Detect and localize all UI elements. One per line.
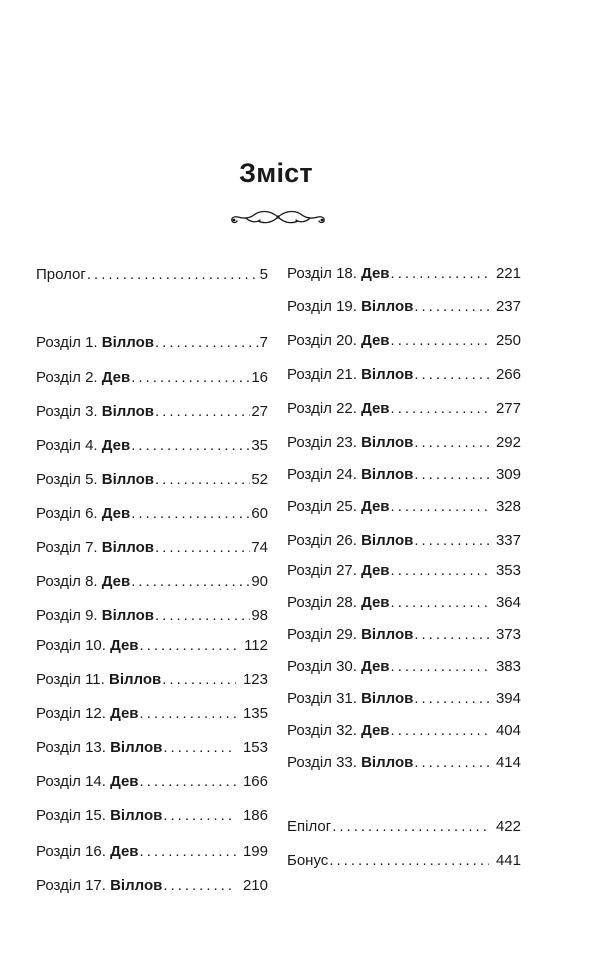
flourish-ornament-icon (226, 206, 330, 228)
toc-entry-prefix: Розділ 9. (36, 607, 102, 624)
toc-entry-narrator: Дев (101, 505, 131, 522)
toc-entry-narrator: Віллов (361, 626, 414, 643)
toc-entry-prefix: Розділ 12. (36, 705, 111, 722)
toc-entry-page-number: 199 (242, 843, 268, 860)
toc-entry-label (287, 330, 390, 352)
toc-entry-label (287, 496, 390, 518)
toc-entry-prefix: Розділ 11. (36, 671, 109, 688)
toc-entry-narrator: Дев (361, 498, 390, 515)
page-title: Зміст (239, 158, 313, 188)
toc-entry-narrator: Віллов (101, 334, 154, 351)
toc-entry-page-number: 27 (251, 403, 268, 420)
toc-entry (287, 432, 521, 454)
toc-entry-narrator: Віллов (361, 298, 414, 315)
toc-entry-narrator: Віллов (110, 739, 163, 756)
toc-entry-label (36, 401, 154, 423)
toc-entry-prefix: Епілог (287, 818, 332, 835)
toc-entry-page-number: 422 (495, 818, 521, 835)
toc-entry-label (287, 364, 413, 386)
toc-entry-label (287, 464, 413, 486)
toc-entry-label (287, 432, 413, 454)
toc-entry-prefix: Розділ 18. (287, 265, 362, 282)
toc-entry-label (287, 752, 413, 774)
toc-entry-prefix: Розділ 3. (36, 403, 102, 420)
toc-entry-label (287, 560, 390, 582)
toc-entry (36, 703, 268, 725)
toc-entry-prefix: Розділ 16. (36, 843, 111, 860)
dot-leader (329, 850, 489, 872)
toc-entry-page-number: 153 (242, 739, 268, 756)
toc-entry-prefix: Розділ 28. (287, 594, 362, 611)
toc-entry-label (36, 605, 154, 627)
toc-entry-prefix: Розділ 33. (287, 754, 362, 771)
toc-entry-narrator: Віллов (361, 690, 414, 707)
dot-leader (414, 364, 489, 386)
toc-entry-prefix: Розділ 14. (36, 773, 111, 790)
toc-entry-page-number: 60 (251, 505, 268, 522)
toc-entry-prefix: Розділ 32. (287, 722, 362, 739)
toc-entry-page-number: 277 (495, 400, 521, 417)
toc-entry (287, 296, 521, 318)
dot-leader (163, 875, 236, 897)
toc-entry (287, 816, 521, 838)
toc-entry-page-number: 52 (251, 471, 268, 488)
dot-leader (414, 530, 489, 552)
toc-entry-label (287, 656, 390, 678)
toc-entry (287, 624, 521, 646)
dot-leader (140, 703, 236, 725)
toc-entry-narrator: Дев (361, 594, 390, 611)
dot-leader (155, 605, 250, 627)
toc-entry-prefix: Розділ 10. (36, 637, 111, 654)
toc-entry-label (287, 530, 413, 552)
dot-leader (391, 263, 489, 285)
toc-entry-narrator: Віллов (101, 607, 154, 624)
toc-entry-page-number: 123 (242, 671, 268, 688)
toc-entry-prefix: Розділ 1. (36, 334, 102, 351)
toc-entry-narrator: Віллов (361, 754, 414, 771)
toc-entry-label (36, 537, 154, 559)
toc-entry-narrator: Дев (101, 573, 131, 590)
toc-entry (36, 537, 268, 559)
toc-entry-narrator: Віллов (361, 532, 414, 549)
toc-entry-label (287, 296, 413, 318)
dot-leader (87, 264, 259, 286)
toc-entry (287, 263, 521, 285)
toc-entry-page-number: 237 (495, 298, 521, 315)
dot-leader (140, 635, 238, 657)
toc-entry-prefix: Розділ 13. (36, 739, 111, 756)
toc-entry-prefix: Розділ 22. (287, 400, 362, 417)
toc-entry-label (287, 624, 413, 646)
toc-entry-label (36, 367, 130, 389)
toc-entry-page-number: 328 (495, 498, 521, 515)
dot-leader (163, 737, 236, 759)
toc-entry-label (36, 435, 130, 457)
toc-entry (287, 330, 521, 352)
toc-entry-narrator: Дев (110, 637, 139, 654)
dot-leader (332, 816, 489, 838)
toc-entry-page-number: 5 (259, 266, 268, 283)
toc-entry (36, 771, 268, 793)
toc-entry-page-number: 16 (251, 369, 268, 386)
toc-entry-narrator: Віллов (101, 471, 154, 488)
dot-leader (155, 537, 250, 559)
toc-entry-prefix: Розділ 20. (287, 332, 362, 349)
toc-entry (36, 875, 268, 897)
toc-entry-label (287, 850, 328, 872)
toc-entry (36, 503, 268, 525)
toc-entry-label (287, 688, 413, 710)
toc-entry-prefix: Розділ 2. (36, 369, 102, 386)
toc-entry (36, 737, 268, 759)
toc-entry-label (36, 469, 154, 491)
dot-leader (155, 469, 250, 491)
toc-entry-label (36, 841, 139, 863)
dot-leader (155, 401, 250, 423)
toc-entry-label (36, 669, 161, 691)
dot-leader (391, 398, 489, 420)
toc-entry-page-number: 7 (259, 334, 268, 351)
toc-entry-narrator: Дев (110, 773, 139, 790)
toc-entry-page-number: 309 (495, 466, 521, 483)
dot-leader (163, 805, 236, 827)
toc-entry-label (36, 805, 162, 827)
dot-leader (140, 771, 236, 793)
toc-entry (287, 592, 521, 614)
dot-leader (391, 592, 489, 614)
toc-entry-prefix: Розділ 19. (287, 298, 362, 315)
dot-leader (391, 656, 489, 678)
toc-entry (36, 264, 268, 286)
toc-entry-narrator: Дев (361, 400, 390, 417)
toc-entry-narrator: Віллов (101, 539, 154, 556)
toc-entry (287, 464, 521, 486)
toc-entry-prefix: Розділ 25. (287, 498, 362, 515)
toc-entry-label (36, 703, 139, 725)
dot-leader (140, 841, 236, 863)
toc-entry-page-number: 135 (242, 705, 268, 722)
toc-entry-page-number: 353 (495, 562, 521, 579)
toc-entry-narrator: Віллов (110, 807, 163, 824)
toc-entry-prefix: Розділ 5. (36, 471, 102, 488)
dot-leader (391, 560, 489, 582)
toc-entry (287, 720, 521, 742)
toc-entry-label (36, 571, 130, 593)
toc-entry-label (36, 264, 86, 286)
toc-entry-label (36, 503, 130, 525)
toc-entry (36, 669, 268, 691)
toc-entry (36, 469, 268, 491)
toc-entry-prefix: Розділ 21. (287, 366, 362, 383)
toc-entry-page-number: 210 (242, 877, 268, 894)
toc-entry-label (36, 332, 154, 354)
toc-entry-prefix: Розділ 29. (287, 626, 362, 643)
dot-leader (414, 464, 489, 486)
toc-entry-prefix: Розділ 24. (287, 466, 362, 483)
toc-entry-page-number: 90 (251, 573, 268, 590)
toc-entry-narrator: Дев (361, 722, 390, 739)
toc-entry-narrator: Віллов (361, 366, 414, 383)
toc-entry-prefix: Розділ 27. (287, 562, 362, 579)
toc-entry-label (287, 263, 390, 285)
toc-entry (287, 530, 521, 552)
dot-leader (414, 296, 489, 318)
toc-entry (36, 605, 268, 627)
toc-entry-narrator: Віллов (101, 403, 154, 420)
toc-entry-narrator: Віллов (361, 434, 414, 451)
dot-leader (391, 330, 489, 352)
toc-entry-prefix: Розділ 6. (36, 505, 102, 522)
toc-entry-page-number: 250 (495, 332, 521, 349)
toc-entry-narrator: Віллов (361, 466, 414, 483)
toc-entry-prefix: Пролог (36, 266, 86, 283)
toc-entry-prefix: Розділ 17. (36, 877, 111, 894)
toc-entry-narrator: Дев (361, 658, 390, 675)
toc-entry-prefix: Розділ 8. (36, 573, 102, 590)
toc-entry (36, 332, 268, 354)
toc-entry (36, 805, 268, 827)
toc-entry-label (36, 875, 162, 897)
dot-leader (414, 624, 489, 646)
toc-entry (36, 367, 268, 389)
toc-entry-page-number: 221 (495, 265, 521, 282)
toc-entry-label (287, 720, 390, 742)
toc-entry-prefix: Розділ 30. (287, 658, 362, 675)
toc-entry-page-number: 404 (495, 722, 521, 739)
toc-entry-prefix: Розділ 31. (287, 690, 362, 707)
toc-entry (36, 401, 268, 423)
toc-entry (287, 398, 521, 420)
toc-entry-prefix: Розділ 4. (36, 437, 102, 454)
toc-entry-label (36, 737, 162, 759)
toc-entry-label (287, 398, 390, 420)
dot-leader (414, 688, 489, 710)
toc-entry-prefix: Розділ 26. (287, 532, 362, 549)
toc-entry-narrator: Дев (110, 705, 139, 722)
toc-entry-narrator: Віллов (108, 671, 162, 688)
dot-leader (131, 435, 250, 457)
dot-leader (414, 752, 489, 774)
toc-entry (287, 688, 521, 710)
toc-entry-page-number: 394 (495, 690, 521, 707)
toc-entry-page-number: 337 (495, 532, 521, 549)
toc-entry-page-number: 186 (242, 807, 268, 824)
dot-leader (155, 332, 259, 354)
toc-entry (36, 635, 268, 657)
toc-entry-narrator: Дев (361, 562, 390, 579)
toc-entry (287, 656, 521, 678)
toc-entry-label (287, 816, 331, 838)
dot-leader (391, 720, 489, 742)
dot-leader (131, 503, 250, 525)
toc-entry (287, 850, 521, 872)
toc-entry-page-number: 383 (495, 658, 521, 675)
toc-entry-page-number: 441 (495, 852, 521, 869)
toc-entry-page-number: 112 (244, 637, 268, 654)
toc-entry (287, 364, 521, 386)
toc-entry-page-number: 373 (495, 626, 521, 643)
toc-entry-page-number: 35 (251, 437, 268, 454)
toc-entry-page-number: 166 (242, 773, 268, 790)
dot-leader (414, 432, 489, 454)
toc-entry (287, 496, 521, 518)
toc-entry-label (36, 635, 139, 657)
toc-entry-narrator: Дев (101, 437, 131, 454)
toc-entry-prefix: Розділ 23. (287, 434, 362, 451)
toc-entry-narrator: Дев (101, 369, 131, 386)
toc-entry-narrator: Дев (110, 843, 139, 860)
toc-entry (36, 435, 268, 457)
toc-entry-label (287, 592, 390, 614)
toc-entry-page-number: 74 (251, 539, 268, 556)
toc-entry-page-number: 364 (495, 594, 521, 611)
toc-entry-prefix: Розділ 7. (36, 539, 102, 556)
toc-entry (36, 841, 268, 863)
dot-leader (162, 669, 236, 691)
toc-entry-narrator: Віллов (110, 877, 163, 894)
toc-entry-prefix: Бонус (287, 852, 329, 869)
toc-entry-narrator: Дев (361, 332, 390, 349)
toc-entry-page-number: 414 (495, 754, 521, 771)
toc-entry-page-number: 98 (251, 607, 268, 624)
toc-entry-label (36, 771, 139, 793)
toc-entry (287, 560, 521, 582)
toc-entry (287, 752, 521, 774)
toc-entry-page-number: 292 (495, 434, 521, 451)
toc-entry-prefix: Розділ 15. (36, 807, 111, 824)
dot-leader (131, 367, 250, 389)
dot-leader (131, 571, 250, 593)
toc-entry (36, 571, 268, 593)
toc-entry-narrator: Дев (361, 265, 390, 282)
dot-leader (391, 496, 489, 518)
toc-entry-page-number: 266 (495, 366, 521, 383)
